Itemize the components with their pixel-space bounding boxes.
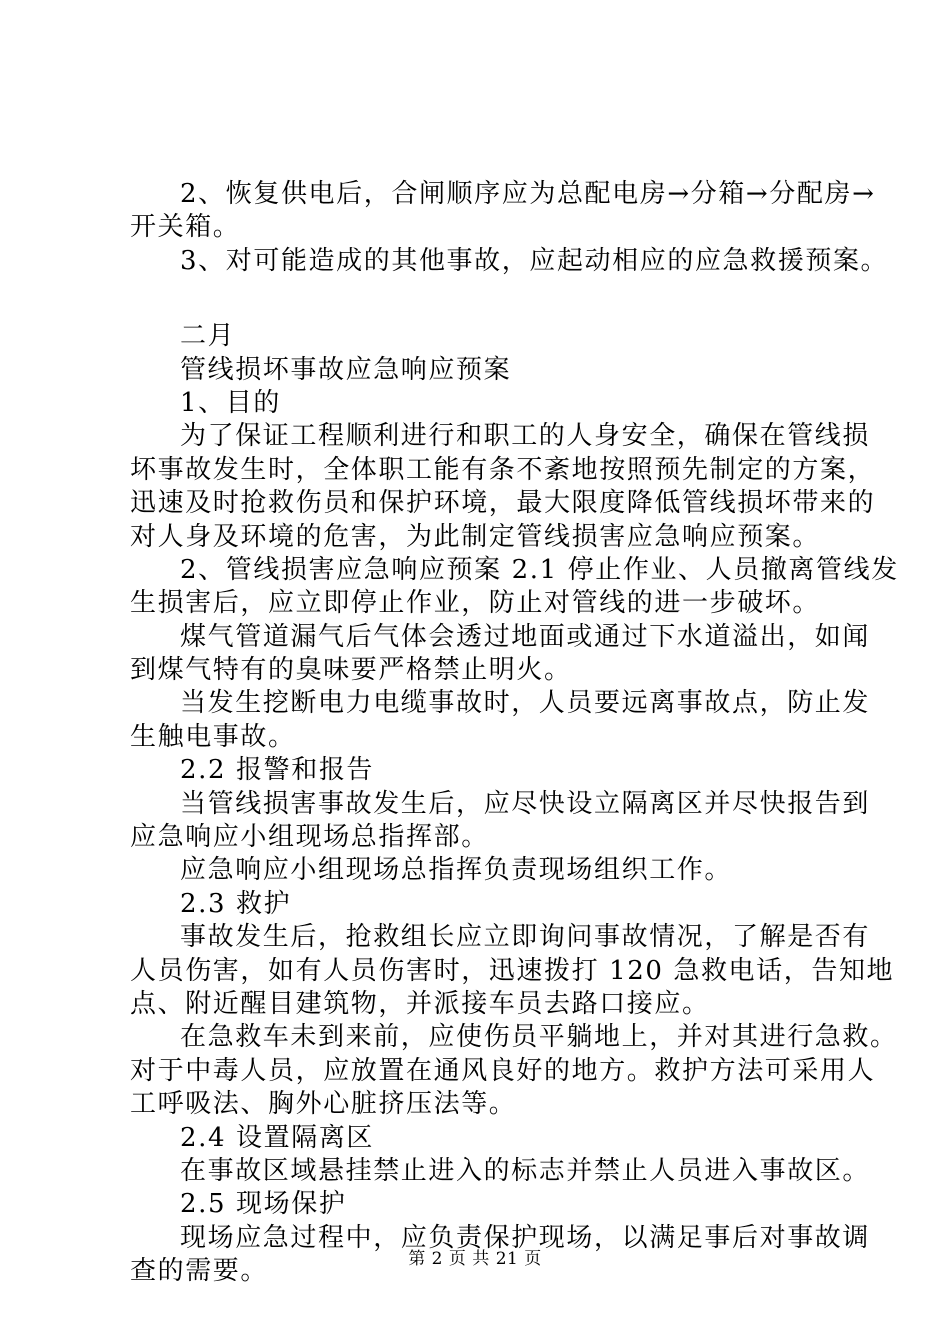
heading: 2.5 现场保护 (180, 1189, 347, 1220)
text-line: 开关箱。 (130, 212, 241, 243)
text-line: 3、对可能造成的其他事故，应起动相应的应急救援预案。 (180, 245, 889, 276)
text-line: 2、管线损害应急响应预案 2.1 停止作业、人员撤离管线发 (180, 554, 899, 585)
page-number-footer: 第 2 页 共 21 页 (408, 1249, 542, 1269)
text-line: 生触电事故。 (130, 721, 296, 752)
text-line: 当发生挖断电力电缆事故时，人员要远离事故点，防止发 (180, 688, 871, 719)
text-line: 迅速及时抢救伤员和保护环境，最大限度降低管线损坏带来的 (130, 488, 876, 519)
text-line: 应急响应小组现场总指挥负责现场组织工作。 (180, 855, 733, 886)
paragraph-gap (130, 278, 830, 320)
text-line: 在急救车未到来前，应使伤员平躺地上，并对其进行急救。 (180, 1022, 898, 1053)
document-body (130, 178, 899, 1289)
text-line: 对人身及环境的危害，为此制定管线损害应急响应预案。 (130, 521, 821, 552)
heading: 2.4 设置隔离区 (180, 1122, 375, 1153)
section-label: 二月 (180, 321, 236, 352)
text-line: 事故发生后，抢救组长应立即询问事故情况，了解是否有 (180, 922, 871, 953)
text-line: 现场应急过程中，应负责保护现场，以满足事后对事故调 (180, 1222, 871, 1253)
text-line: 煤气管道漏气后气体会透过地面或通过下水道溢出，如闻 (180, 621, 871, 652)
text-line: 生损害后，应立即停止作业，防止对管线的进一步破坏。 (130, 588, 821, 619)
text-line: 点、附近醒目建筑物，并派接车员去路口接应。 (130, 988, 710, 1019)
text-line: 为了保证工程顺利进行和职工的人身安全，确保在管线损 (180, 421, 871, 452)
text-line: 在事故区域悬挂禁止进入的标志并禁止人员进入事故区。 (180, 1155, 871, 1186)
section-title: 管线损坏事故应急响应预案 (180, 354, 512, 385)
text-line: 查的需要。 (130, 1256, 269, 1287)
heading: 2.2 报警和报告 (180, 755, 375, 786)
text-line: 应急响应小组现场总指挥部。 (130, 822, 489, 853)
text-line: 对于中毒人员，应放置在通风良好的地方。救护方法可采用人 (130, 1055, 876, 1086)
text-line: 工呼吸法、胸外心脏挤压法等。 (130, 1089, 517, 1120)
text-line: 当管线损害事故发生后，应尽快设立隔离区并尽快报告到 (180, 788, 871, 819)
text-line: 人员伤害，如有人员伤害时，迅速拨打 120 急救电话，告知地 (130, 955, 895, 986)
text-line: 坏事故发生时，全体职工能有条不紊地按照预先制定的方案， (130, 454, 876, 485)
heading: 1、目的 (180, 387, 281, 418)
heading: 2.3 救护 (180, 888, 292, 919)
text-line: 2、恢复供电后，合闸顺序应为总配电房→分箱→分配房→ (180, 179, 876, 209)
text-line: 到煤气特有的臭味要严格禁止明火。 (130, 655, 572, 686)
